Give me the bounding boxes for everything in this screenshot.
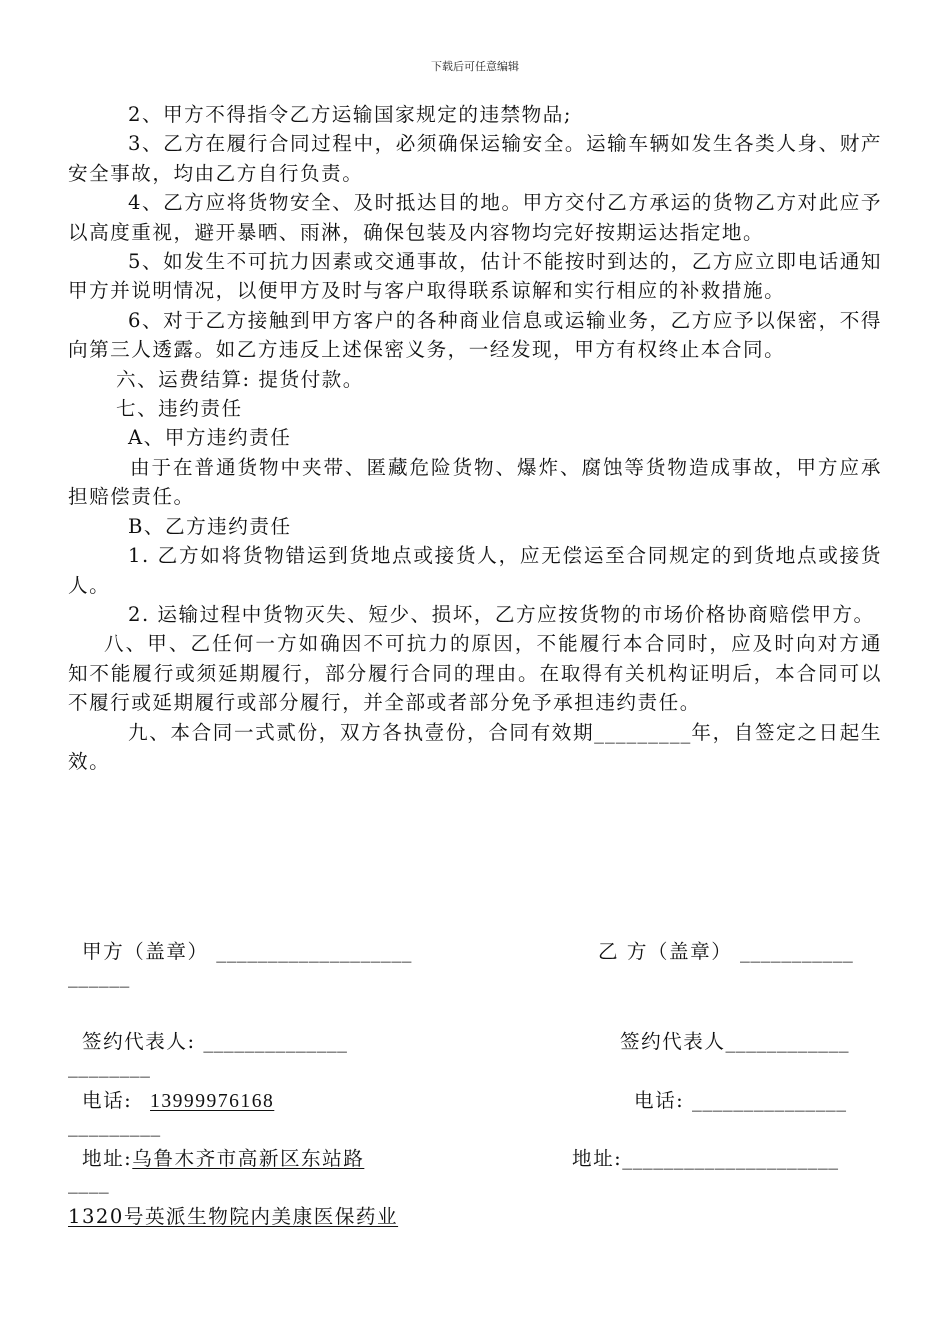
clause-5: 5、如发生不可抗力因素或交通事故，估计不能按时到达的，乙方应立即电话通知甲方并说明情况，以便甲方及时与客户取得联系谅解和实行相应的补救措施。: [68, 250, 882, 303]
party-a-rep-label: 签约代表人:: [82, 1030, 196, 1053]
party-a-phone-value: 13999976168: [150, 1091, 275, 1112]
party-b-rep-line: ____________: [725, 1030, 850, 1053]
party-b-seal-line-cont: ______: [68, 965, 130, 988]
party-b-rep-label: 签约代表人: [620, 1030, 726, 1053]
page-header-note: 下载后可任意编辑: [431, 60, 519, 73]
section-9-validity: [68, 718, 882, 777]
party-b-rep-line-cont: ________: [68, 1055, 151, 1078]
clause-3: 3、乙方在履行合同过程中，必须确保运输安全。运输车辆如发生各类人身、财产安全事故，均由乙方自行负责。: [68, 132, 882, 185]
party-b-phone-label: 电话:: [634, 1089, 685, 1112]
party-b-address-line-cont: ____: [68, 1171, 110, 1194]
section-9-text-b: 年，自签定之日起生效。: [68, 720, 883, 773]
party-a-breach-title: A、甲方违约责任: [128, 426, 292, 450]
party-b-address-line: _____________________: [622, 1147, 839, 1170]
party-a-phone: [82, 1084, 296, 1113]
party-b-phone-line-cont: _________: [68, 1114, 161, 1137]
party-b-seal-line: ___________: [740, 940, 854, 963]
party-a-address: [82, 1142, 420, 1171]
section-8-force-majeure: 八、甲、乙任何一方如确因不可抗力的原因，不能履行本合同时，应及时向对方通知不能履行或须延期履行，部分履行合同的理由。在取得有关机构证明后，本合同可以不履行或延期履行或部分履行，并全部或者部分免予承担违约责任。: [68, 632, 882, 715]
contract-body: [68, 100, 882, 776]
party-a-address-cont: 1320号英派生物院内美康医保药业: [68, 1205, 399, 1228]
section-9-text-a: 九、本合同一式贰份，双方各执壹份，合同有效期: [128, 720, 595, 744]
party-b-phone: [634, 1084, 846, 1113]
party-b-seal: [598, 935, 853, 964]
party-a-breach-text: 由于在普通货物中夹带、匿藏危险货物、爆炸、腐蚀等货物造成事故，甲方应承担赔偿责任。: [68, 455, 882, 509]
party-a-rep-line: ______________: [203, 1030, 348, 1053]
clause-2: 2、甲方不得指令乙方运输国家规定的违禁物品;: [128, 103, 572, 126]
party-b-phone-line: _______________: [692, 1089, 847, 1112]
clause-4: 4、乙方应将货物安全、及时抵达目的地。甲方交付乙方承运的货物乙方对此应予以高度重视，避开暴晒、雨淋，确保包装及内容物均完好按期运达指定地。: [68, 191, 882, 244]
party-b-address: [572, 1142, 839, 1171]
section-6-payment: 六、运费结算: 提货付款。: [116, 367, 364, 391]
party-a-seal-label: 甲方（盖章）: [82, 940, 209, 963]
party-b-breach-1: 1. 乙方如将货物错运到货地点或接货人，应无偿运至合同规定的到货地点或接货人。: [68, 544, 882, 597]
party-b-breach-title: B、乙方违约责任: [128, 514, 292, 538]
party-a-address-value: 乌鲁木齐市高新区东站路: [132, 1147, 365, 1170]
section-7-title: 七、违约责任: [116, 397, 243, 421]
clause-6: 6、对于乙方接触到甲方客户的各种商业信息或运输业务，乙方应予以保密，不得向第三人透露。如乙方违反上述保密义务，一经发现，甲方有权终止本合同。: [68, 308, 882, 362]
validity-period-blank: _________: [594, 720, 692, 744]
party-a-address-label: 地址:: [82, 1147, 133, 1170]
party-a-seal-line: ___________________: [216, 940, 412, 963]
party-a-seal: [82, 935, 412, 964]
party-a-phone-label: 电话:: [82, 1089, 133, 1112]
party-b-address-label: 地址:: [572, 1147, 623, 1170]
party-b-seal-label: 乙 方（盖章）: [598, 940, 733, 963]
party-b-rep: [620, 1025, 849, 1054]
party-b-breach-2: 2. 运输过程中货物灭失、短少、损坏，乙方应按货物的市场价格协商赔偿甲方。: [128, 602, 875, 626]
party-a-rep: [82, 1025, 347, 1054]
